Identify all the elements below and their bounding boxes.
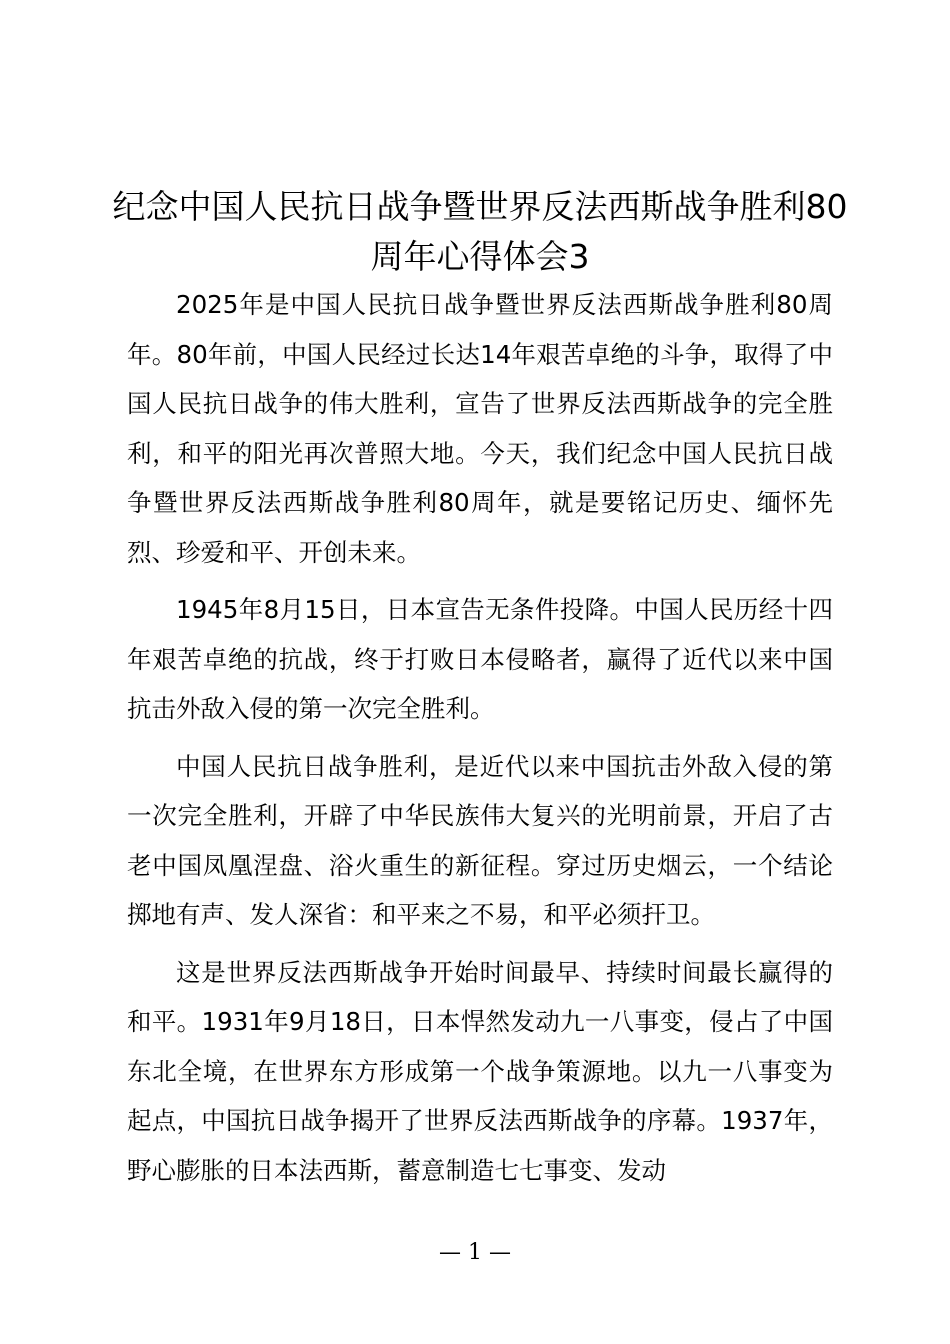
paragraph-3: 中国人民抗日战争胜利，是近代以来中国抗击外敌入侵的第一次完全胜利，开辟了中华民族伟大复兴的光明前景，开启了古老中国凤凰涅盘、浴火重生的新征程。穿过历史烟云，一个结论掷地有声、发人深省：和平来之不易，和平必须扞卫。	[127, 751, 833, 929]
paragraph-4: 这是世界反法西斯战争开始时间最早、持续时间最长赢得的和平。1931年9月18日，日本悍然发动九一八事变，侵占了中国东北全境，在世界东方形成第一个战争策源地。以九一八事变为起点，中国抗日战争揭开了世界反法西斯战争的序幕。1937年，野心膨胀的日本法西斯，蓄意制造七七事变、发动	[127, 957, 833, 1185]
page-number: — 1 —	[439, 1240, 511, 1265]
document-title: 纪念中国人民抗日战争暨世界反法西斯战争胜利80周年心得体会3	[112, 187, 848, 276]
document-body	[127, 280, 833, 1203]
paragraph-1: 2025年是中国人民抗日战争暨世界反法西斯战争胜利80周年。80年前，中国人民经过长达14年艰苦卓绝的斗争，取得了中国人民抗日战争的伟大胜利，宣告了世界反法西斯战争的完全胜利，和平的阳光再次普照大地。今天，我们纪念中国人民抗日战争暨世界反法西斯战争胜利80周年，就是要铭记历史、缅怀先烈、珍爱和平、开创未来。	[127, 290, 833, 567]
paragraph-2: 1945年8月15日，日本宣告无条件投降。中国人民历经十四年艰苦卓绝的抗战，终于打败日本侵略者，赢得了近代以来中国抗击外敌入侵的第一次完全胜利。	[127, 595, 833, 723]
